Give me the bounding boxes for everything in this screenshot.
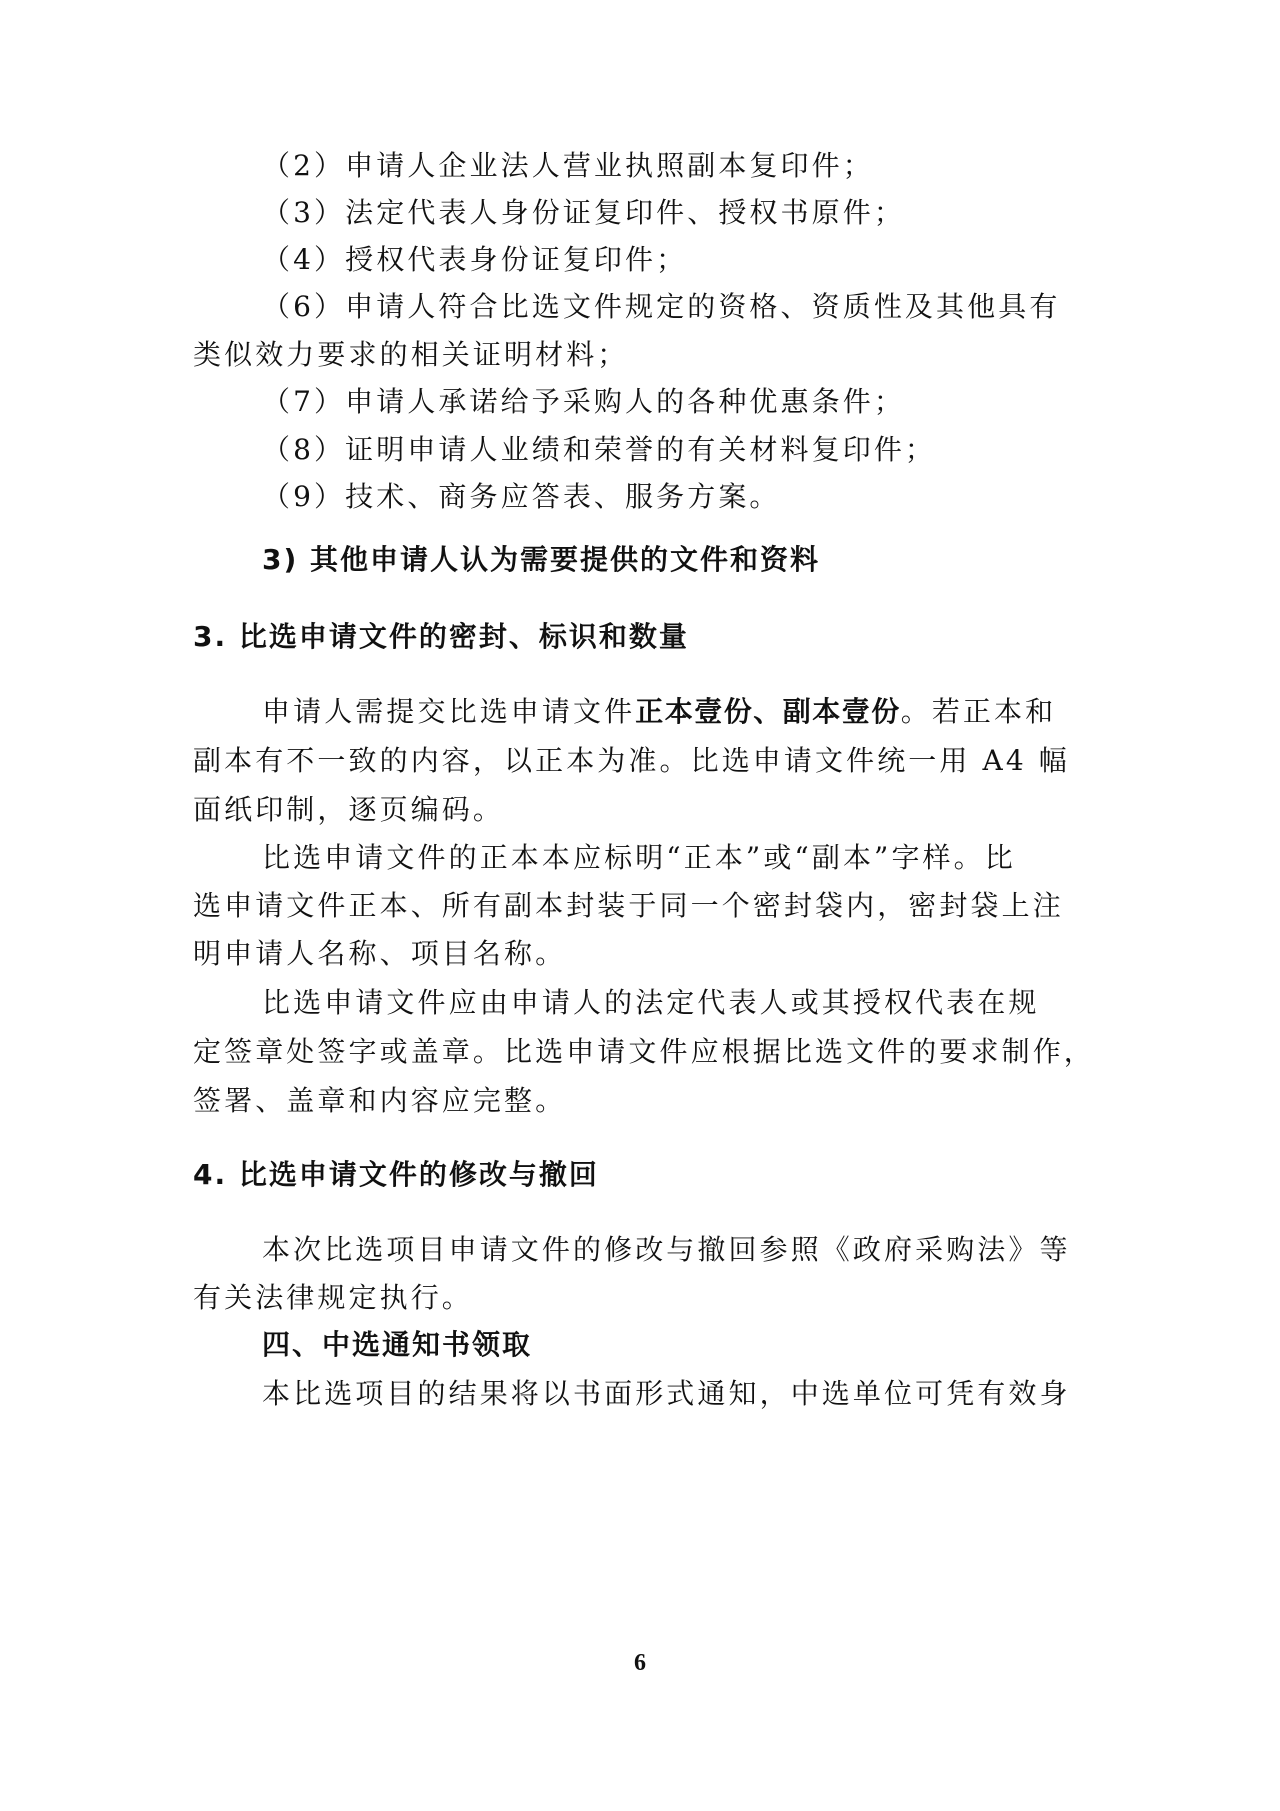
list-item: （9）技术、商务应答表、服务方案。 [262, 480, 781, 513]
paragraph-text: 申请人需提交比选申请文件 [262, 695, 636, 728]
paragraph-line: 面纸印制，逐页编码。 [193, 793, 505, 826]
paragraph-line: 签署、盖章和内容应完整。 [193, 1084, 567, 1117]
page-number: 6 [634, 1650, 646, 1676]
paragraph-line: 比选申请文件的正本本应标明“正本”或“副本”字样。比 [262, 841, 1016, 874]
bold-text: 正本壹份、副本壹份 [635, 695, 901, 728]
list-item: （7）申请人承诺给予采购人的各种优惠条件； [262, 385, 905, 418]
list-item: （6）申请人符合比选文件规定的资格、资质性及其他具有 [262, 290, 1061, 323]
paragraph-line: 定签章处签字或盖章。比选申请文件应根据比选文件的要求制作， [193, 1035, 1095, 1068]
paragraph-line: 本次比选项目申请文件的修改与撤回参照《政府采购法》等 [262, 1233, 1071, 1266]
sub-heading: 3) 其他申请人认为需要提供的文件和资料 [262, 543, 821, 576]
list-item: （3）法定代表人身份证复印件、授权书原件； [262, 196, 905, 229]
section-heading-four: 四、中选通知书领取 [262, 1328, 533, 1361]
paragraph-line: 有关法律规定执行。 [193, 1281, 473, 1314]
section-heading-3: 3. 比选申请文件的密封、标识和数量 [193, 620, 689, 653]
list-item: （8）证明申请人业绩和荣誉的有关材料复印件； [262, 433, 937, 466]
paragraph-line: 比选申请文件应由申请人的法定代表人或其授权代表在规 [262, 986, 1040, 1019]
list-item: （4）授权代表身份证复印件； [262, 243, 688, 276]
paragraph-line: 副本有不一致的内容，以正本为准。比选申请文件统一用 A4 幅 [193, 744, 1070, 777]
paragraph-line: 明申请人名称、项目名称。 [193, 937, 567, 970]
list-item: （2）申请人企业法人营业执照副本复印件； [262, 149, 874, 182]
section-heading-4: 4. 比选申请文件的修改与撤回 [193, 1158, 599, 1191]
paragraph-line [262, 692, 1162, 732]
list-item-continuation: 类似效力要求的相关证明材料； [193, 338, 629, 371]
paragraph-text: 。若正本和 [900, 695, 1057, 728]
paragraph-line: 本比选项目的结果将以书面形式通知，中选单位可凭有效身 [262, 1377, 1071, 1410]
paragraph-line: 选申请文件正本、所有副本封装于同一个密封袋内，密封袋上注 [193, 889, 1064, 922]
